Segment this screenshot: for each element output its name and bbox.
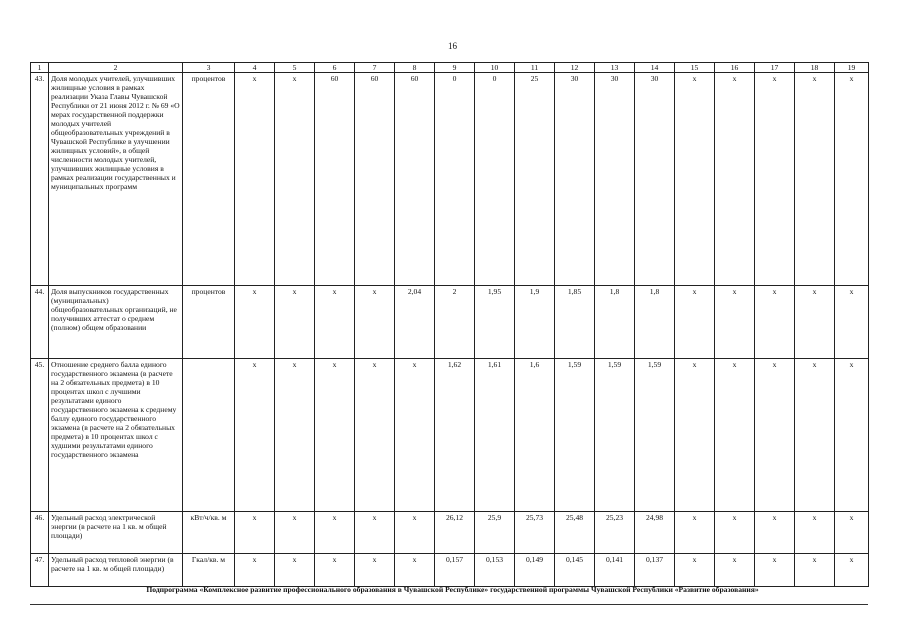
column-number-cell: 11: [515, 63, 555, 73]
table-row: [31, 512, 869, 554]
table-row: [31, 554, 869, 587]
value-cell: х: [315, 512, 355, 554]
value-cell: 2: [435, 286, 475, 359]
unit-cell: [183, 359, 235, 512]
row-number-cell: 46.: [31, 512, 49, 554]
value-cell: х: [795, 286, 835, 359]
value-cell: х: [275, 359, 315, 512]
value-cell: х: [355, 554, 395, 587]
value-cell: 0,149: [515, 554, 555, 587]
value-cell: х: [675, 359, 715, 512]
value-cell: х: [715, 512, 755, 554]
value-cell: 1,85: [555, 286, 595, 359]
value-cell: х: [235, 554, 275, 587]
value-cell: х: [355, 286, 395, 359]
value-cell: х: [355, 359, 395, 512]
value-cell: х: [275, 286, 315, 359]
indicator-name-cell: Доля молодых учителей, улучшивших жилищные условия в рамках реализации Указа Главы Чувашской Республики от 21 июня 2012 г. № 69 «О мерах государственной поддержки молодых учителей общеобразовательных учреждений в Чувашской Республике в улучшении жилищных условий», в общей численности молодых учителей, улучшивших жилищные условия в рамках реализации государственных и муниципальных программ: [49, 73, 183, 286]
column-number-cell: 2: [49, 63, 183, 73]
value-cell: х: [355, 512, 395, 554]
table-row: [31, 286, 869, 359]
row-number-cell: 47.: [31, 554, 49, 587]
value-cell: 26,12: [435, 512, 475, 554]
value-cell: х: [755, 73, 795, 286]
value-cell: 1,9: [515, 286, 555, 359]
subprogram-footer: Подпрограмма «Комплексное развитие профессионального образования в Чувашской Республике» государственной программы Чувашской Республики «Развитие образования»: [146, 585, 759, 594]
value-cell: х: [715, 286, 755, 359]
column-number-cell: 17: [755, 63, 795, 73]
page-number: 16: [448, 41, 457, 51]
value-cell: х: [715, 554, 755, 587]
value-cell: х: [835, 286, 869, 359]
value-cell: 1,6: [515, 359, 555, 512]
table-row: [31, 359, 869, 512]
value-cell: 1,95: [475, 286, 515, 359]
value-cell: х: [795, 73, 835, 286]
value-cell: 1,8: [595, 286, 635, 359]
column-number-cell: 14: [635, 63, 675, 73]
column-number-cell: 19: [835, 63, 869, 73]
unit-cell: кВт/ч/кв. м: [183, 512, 235, 554]
column-number-cell: 16: [715, 63, 755, 73]
value-cell: х: [835, 359, 869, 512]
column-number-cell: 10: [475, 63, 515, 73]
value-cell: 24,98: [635, 512, 675, 554]
value-cell: х: [395, 554, 435, 587]
column-number-cell: 3: [183, 63, 235, 73]
value-cell: х: [795, 554, 835, 587]
column-number-cell: 13: [595, 63, 635, 73]
value-cell: 25: [515, 73, 555, 286]
value-cell: х: [715, 73, 755, 286]
value-cell: х: [835, 73, 869, 286]
value-cell: 1,59: [635, 359, 675, 512]
column-number-cell: 7: [355, 63, 395, 73]
value-cell: 25,23: [595, 512, 635, 554]
column-number-cell: 15: [675, 63, 715, 73]
value-cell: 1,61: [475, 359, 515, 512]
value-cell: 1,8: [635, 286, 675, 359]
value-cell: х: [275, 512, 315, 554]
value-cell: 0,137: [635, 554, 675, 587]
value-cell: х: [755, 512, 795, 554]
value-cell: х: [715, 359, 755, 512]
value-cell: 1,62: [435, 359, 475, 512]
value-cell: 25,73: [515, 512, 555, 554]
indicator-name-cell: Удельный расход тепловой энергии (в расчете на 1 кв. м общей площади): [49, 554, 183, 587]
value-cell: 25,9: [475, 512, 515, 554]
unit-cell: процентов: [183, 286, 235, 359]
value-cell: х: [235, 286, 275, 359]
value-cell: х: [675, 73, 715, 286]
value-cell: х: [755, 359, 795, 512]
value-cell: х: [275, 73, 315, 286]
value-cell: 1,59: [555, 359, 595, 512]
value-cell: х: [795, 512, 835, 554]
column-number-cell: 5: [275, 63, 315, 73]
value-cell: 0,141: [595, 554, 635, 587]
column-number-row: [31, 63, 869, 73]
value-cell: х: [395, 359, 435, 512]
value-cell: 30: [595, 73, 635, 286]
value-cell: 60: [315, 73, 355, 286]
value-cell: х: [235, 73, 275, 286]
indicators-table: [30, 62, 869, 587]
value-cell: 30: [635, 73, 675, 286]
column-number-cell: 1: [31, 63, 49, 73]
value-cell: х: [395, 512, 435, 554]
value-cell: 60: [355, 73, 395, 286]
column-number-cell: 6: [315, 63, 355, 73]
value-cell: 60: [395, 73, 435, 286]
value-cell: х: [675, 286, 715, 359]
value-cell: 0: [475, 73, 515, 286]
value-cell: х: [315, 359, 355, 512]
value-cell: х: [675, 554, 715, 587]
value-cell: 30: [555, 73, 595, 286]
row-number-cell: 43.: [31, 73, 49, 286]
column-number-cell: 12: [555, 63, 595, 73]
indicator-name-cell: Удельный расход электрической энергии (в расчете на 1 кв. м общей площади): [49, 512, 183, 554]
value-cell: 0,157: [435, 554, 475, 587]
value-cell: 0: [435, 73, 475, 286]
column-number-cell: 8: [395, 63, 435, 73]
value-cell: х: [275, 554, 315, 587]
value-cell: х: [675, 512, 715, 554]
table-row: [31, 73, 869, 286]
value-cell: х: [755, 554, 795, 587]
column-number-cell: 18: [795, 63, 835, 73]
unit-cell: Гкал/кв. м: [183, 554, 235, 587]
value-cell: х: [755, 286, 795, 359]
row-number-cell: 44.: [31, 286, 49, 359]
value-cell: 1,59: [595, 359, 635, 512]
bottom-rule: [30, 604, 868, 605]
value-cell: 2,04: [395, 286, 435, 359]
value-cell: х: [835, 554, 869, 587]
value-cell: 0,145: [555, 554, 595, 587]
column-number-cell: 4: [235, 63, 275, 73]
indicator-name-cell: Отношение среднего балла единого государственного экзамена (в расчете на 2 обязательных предмета) в 10 процентах школ с лучшими результатами единого государственного экзамена к среднему баллу единого государственного экзамена (в расчете на 2 обязательных предмета) в 10 процентах школ с худшими результатами единого государственного экзамена: [49, 359, 183, 512]
value-cell: х: [235, 512, 275, 554]
value-cell: х: [235, 359, 275, 512]
value-cell: х: [315, 286, 355, 359]
value-cell: х: [835, 512, 869, 554]
value-cell: 0,153: [475, 554, 515, 587]
value-cell: 25,48: [555, 512, 595, 554]
value-cell: х: [315, 554, 355, 587]
indicator-name-cell: Доля выпускников государственных (муниципальных) общеобразовательных организаций, не получивших аттестат о среднем (полном) общем образовании: [49, 286, 183, 359]
row-number-cell: 45.: [31, 359, 49, 512]
unit-cell: процентов: [183, 73, 235, 286]
value-cell: х: [795, 359, 835, 512]
column-number-cell: 9: [435, 63, 475, 73]
